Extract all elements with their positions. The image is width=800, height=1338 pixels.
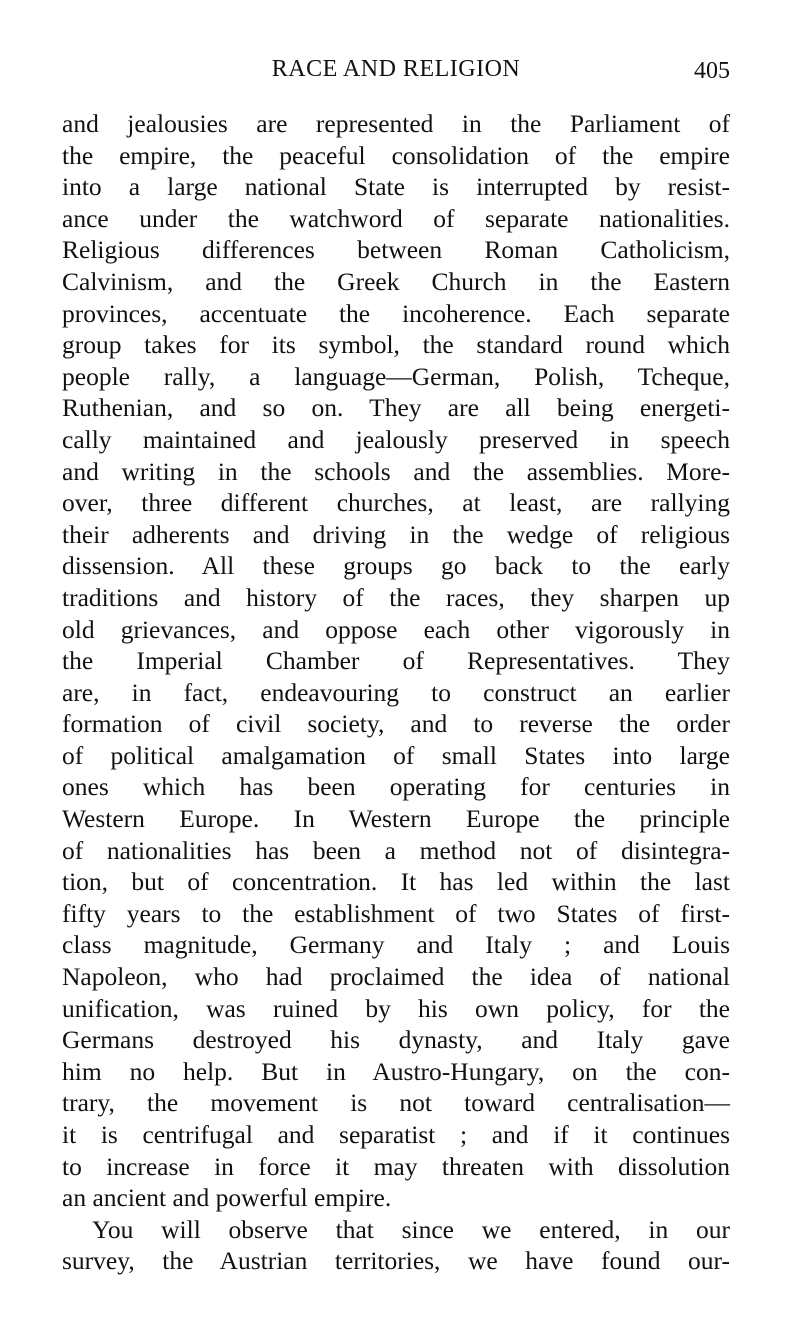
- running-head: [62, 56, 730, 92]
- text-line: dissension. All these groups go back to the early: [62, 551, 730, 581]
- text-line: are, in fact, endeavouring to construct an earlier: [62, 677, 730, 707]
- text-line: Calvinism, and the Greek Church in the Eastern: [62, 266, 730, 296]
- text-line: Napoleon, who had proclaimed the idea of national: [62, 962, 730, 992]
- text-line: an ancient and powerful empire.: [62, 1183, 392, 1213]
- text-line: Ruthenian, and so on. They are all being energeti-: [62, 393, 730, 423]
- text-line: into a large national State is interrupted by resist-: [62, 172, 730, 202]
- text-line: the Imperial Chamber of Representatives. They: [62, 646, 730, 676]
- text-line: Germans destroyed his dynasty, and Italy gave: [62, 1025, 730, 1055]
- text-line: old grievances, and oppose each other vigorously in: [62, 614, 730, 644]
- text-line: him no help. But in Austro-Hungary, on the con-: [62, 1056, 730, 1086]
- text-line: formation of civil society, and to reverse the order: [62, 709, 730, 739]
- text-line: their adherents and driving in the wedge of religious: [62, 519, 730, 549]
- text-line: over, three different churches, at least, are rallying: [62, 488, 730, 518]
- text-line: cally maintained and jealously preserved in speech: [62, 424, 730, 454]
- text-line: ones which has been operating for centuries in: [62, 772, 730, 802]
- text-line: You will observe that since we entered, in our: [92, 1214, 730, 1244]
- text-line: provinces, accentuate the incoherence. Each separate: [62, 298, 730, 328]
- text-line: to increase in force it may threaten with dissolution: [62, 1151, 730, 1181]
- text-line: and jealousies are represented in the Parliament of: [62, 109, 730, 138]
- text-line: unification, was ruined by his own policy, for the: [62, 993, 730, 1023]
- body-text: [62, 108, 730, 1277]
- text-line: traditions and history of the races, they sharpen up: [62, 582, 730, 612]
- text-line: trary, the movement is not toward centralisation—: [62, 1088, 730, 1118]
- text-line: of political amalgamation of small States into large: [62, 740, 730, 770]
- text-line: people rally, a language—German, Polish, Tcheque,: [62, 361, 730, 391]
- text-line: and writing in the schools and the assemblies. More-: [62, 456, 730, 486]
- text-line: Religious differences between Roman Catholicism,: [62, 235, 730, 265]
- text-line: the empire, the peaceful consolidation of the empire: [62, 140, 730, 170]
- text-line: ance under the watchword of separate nationalities.: [62, 203, 730, 233]
- text-line: class magnitude, Germany and Italy ; and Louis: [62, 930, 730, 960]
- text-line: fifty years to the establishment of two States of first-: [62, 898, 730, 928]
- page-number: 405: [694, 58, 730, 84]
- text-line: survey, the Austrian territories, we have found our-: [62, 1246, 730, 1276]
- text-line: it is centrifugal and separatist ; and if it continues: [62, 1120, 730, 1149]
- text-line: of nationalities has been a method not of disintegra-: [62, 835, 730, 865]
- text-line: group takes for its symbol, the standard round which: [62, 330, 730, 360]
- running-title: RACE AND RELIGION: [271, 56, 521, 82]
- text-line: Western Europe. In Western Europe the principle: [62, 804, 730, 834]
- text-line: tion, but of concentration. It has led within the last: [62, 867, 730, 897]
